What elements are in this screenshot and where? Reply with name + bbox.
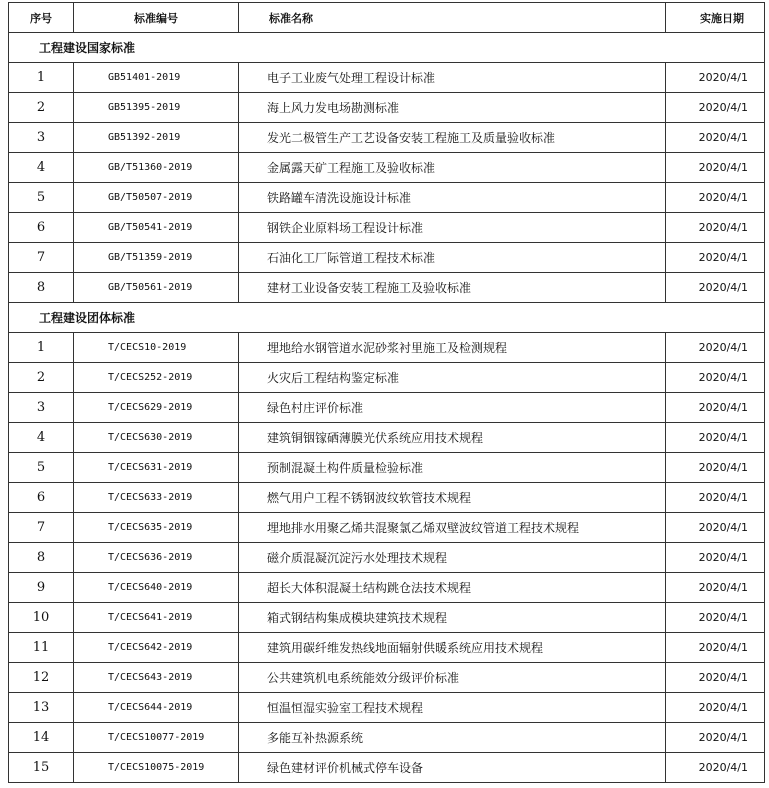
row-num: 15	[9, 753, 74, 783]
row-num: 3	[9, 393, 74, 423]
standard-name: 火灾后工程结构鉴定标准	[239, 363, 666, 393]
table-header	[9, 3, 765, 33]
table-row	[9, 603, 765, 633]
standard-code: T/CECS252-2019	[74, 363, 239, 393]
table-row	[9, 513, 765, 543]
standard-name: 海上风力发电场勘测标准	[239, 93, 666, 123]
row-num: 2	[9, 363, 74, 393]
standard-code: GB/T50561-2019	[74, 273, 239, 303]
row-num: 14	[9, 723, 74, 753]
row-num: 13	[9, 693, 74, 723]
standard-name: 建筑用碳纤维发热线地面辐射供暖系统应用技术规程	[239, 633, 666, 663]
standard-code: GB51395-2019	[74, 93, 239, 123]
standard-code: T/CECS640-2019	[74, 573, 239, 603]
effective-date: 2020/4/1	[666, 393, 765, 423]
standard-name: 建材工业设备安装工程施工及验收标准	[239, 273, 666, 303]
effective-date: 2020/4/1	[666, 663, 765, 693]
effective-date: 2020/4/1	[666, 723, 765, 753]
standard-name: 绿色村庄评价标准	[239, 393, 666, 423]
row-num: 9	[9, 573, 74, 603]
effective-date: 2020/4/1	[666, 633, 765, 663]
effective-date: 2020/4/1	[666, 153, 765, 183]
standard-name: 金属露天矿工程施工及验收标准	[239, 153, 666, 183]
table-body	[9, 33, 765, 783]
standard-code: GB/T50507-2019	[74, 183, 239, 213]
standard-name: 建筑铜铟镓硒薄膜光伏系统应用技术规程	[239, 423, 666, 453]
standard-code: T/CECS633-2019	[74, 483, 239, 513]
standard-code: GB51392-2019	[74, 123, 239, 153]
standard-code: T/CECS631-2019	[74, 453, 239, 483]
standard-code: T/CECS10077-2019	[74, 723, 239, 753]
standard-code: GB/T50541-2019	[74, 213, 239, 243]
standard-code: T/CECS635-2019	[74, 513, 239, 543]
table-row	[9, 393, 765, 423]
table-row	[9, 213, 765, 243]
effective-date: 2020/4/1	[666, 573, 765, 603]
effective-date: 2020/4/1	[666, 483, 765, 513]
table-row	[9, 183, 765, 213]
effective-date: 2020/4/1	[666, 213, 765, 243]
row-num: 5	[9, 453, 74, 483]
row-num: 8	[9, 273, 74, 303]
section-row	[9, 303, 765, 333]
standard-code: T/CECS630-2019	[74, 423, 239, 453]
effective-date: 2020/4/1	[666, 273, 765, 303]
effective-date: 2020/4/1	[666, 453, 765, 483]
table-row	[9, 243, 765, 273]
row-num: 6	[9, 483, 74, 513]
row-num: 5	[9, 183, 74, 213]
standard-name: 埋地给水钢管道水泥砂浆衬里施工及检测规程	[239, 333, 666, 363]
table-row	[9, 93, 765, 123]
effective-date: 2020/4/1	[666, 693, 765, 723]
table-row	[9, 333, 765, 363]
table-row	[9, 663, 765, 693]
standard-name: 公共建筑机电系统能效分级评价标准	[239, 663, 666, 693]
row-num: 10	[9, 603, 74, 633]
row-num: 7	[9, 243, 74, 273]
standard-name: 钢铁企业原料场工程设计标准	[239, 213, 666, 243]
row-num: 3	[9, 123, 74, 153]
standard-code: T/CECS636-2019	[74, 543, 239, 573]
row-num: 4	[9, 423, 74, 453]
header-code: 标准编号	[74, 3, 239, 33]
standard-name: 电子工业废气处理工程设计标准	[239, 63, 666, 93]
effective-date: 2020/4/1	[666, 603, 765, 633]
standard-code: GB51401-2019	[74, 63, 239, 93]
standard-name: 预制混凝土构件质量检验标准	[239, 453, 666, 483]
effective-date: 2020/4/1	[666, 63, 765, 93]
row-num: 2	[9, 93, 74, 123]
standard-name: 恒温恒湿实验室工程技术规程	[239, 693, 666, 723]
standard-code: T/CECS641-2019	[74, 603, 239, 633]
standard-name: 多能互补热源系统	[239, 723, 666, 753]
table-row	[9, 123, 765, 153]
effective-date: 2020/4/1	[666, 123, 765, 153]
header-date: 实施日期	[666, 3, 765, 33]
table-row	[9, 153, 765, 183]
effective-date: 2020/4/1	[666, 183, 765, 213]
standard-code: T/CECS644-2019	[74, 693, 239, 723]
standard-name: 发光二极管生产工艺设备安装工程施工及质量验收标准	[239, 123, 666, 153]
standard-code: T/CECS10-2019	[74, 333, 239, 363]
row-num: 8	[9, 543, 74, 573]
row-num: 1	[9, 333, 74, 363]
effective-date: 2020/4/1	[666, 543, 765, 573]
standard-code: GB/T51360-2019	[74, 153, 239, 183]
row-num: 6	[9, 213, 74, 243]
row-num: 1	[9, 63, 74, 93]
table-row	[9, 633, 765, 663]
table-row	[9, 693, 765, 723]
row-num: 11	[9, 633, 74, 663]
table-row	[9, 363, 765, 393]
table-row	[9, 273, 765, 303]
table-row	[9, 453, 765, 483]
standard-code: GB/T51359-2019	[74, 243, 239, 273]
standard-name: 绿色建材评价机械式停车设备	[239, 753, 666, 783]
table-row	[9, 483, 765, 513]
table-row	[9, 573, 765, 603]
effective-date: 2020/4/1	[666, 513, 765, 543]
table-row	[9, 753, 765, 783]
standards-table	[8, 2, 765, 783]
standard-name: 埋地排水用聚乙烯共混聚氯乙烯双壁波纹管道工程技术规程	[239, 513, 666, 543]
header-num: 序号	[9, 3, 74, 33]
effective-date: 2020/4/1	[666, 363, 765, 393]
effective-date: 2020/4/1	[666, 93, 765, 123]
effective-date: 2020/4/1	[666, 243, 765, 273]
section-title: 工程建设国家标准	[9, 33, 765, 63]
row-num: 4	[9, 153, 74, 183]
standard-name: 超长大体积混凝土结构跳仓法技术规程	[239, 573, 666, 603]
standard-name: 燃气用户工程不锈钢波纹软管技术规程	[239, 483, 666, 513]
standard-code: T/CECS643-2019	[74, 663, 239, 693]
standard-code: T/CECS629-2019	[74, 393, 239, 423]
header-row	[9, 3, 765, 33]
section-row	[9, 33, 765, 63]
effective-date: 2020/4/1	[666, 333, 765, 363]
standard-name: 箱式钢结构集成模块建筑技术规程	[239, 603, 666, 633]
standard-name: 铁路罐车清洗设施设计标准	[239, 183, 666, 213]
standard-name: 磁介质混凝沉淀污水处理技术规程	[239, 543, 666, 573]
table-row	[9, 63, 765, 93]
section-title: 工程建设团体标准	[9, 303, 765, 333]
effective-date: 2020/4/1	[666, 753, 765, 783]
header-name: 标准名称	[239, 3, 666, 33]
row-num: 12	[9, 663, 74, 693]
effective-date: 2020/4/1	[666, 423, 765, 453]
table-row	[9, 543, 765, 573]
standard-code: T/CECS10075-2019	[74, 753, 239, 783]
row-num: 7	[9, 513, 74, 543]
table-row	[9, 723, 765, 753]
standard-name: 石油化工厂际管道工程技术标准	[239, 243, 666, 273]
standard-code: T/CECS642-2019	[74, 633, 239, 663]
table-row	[9, 423, 765, 453]
